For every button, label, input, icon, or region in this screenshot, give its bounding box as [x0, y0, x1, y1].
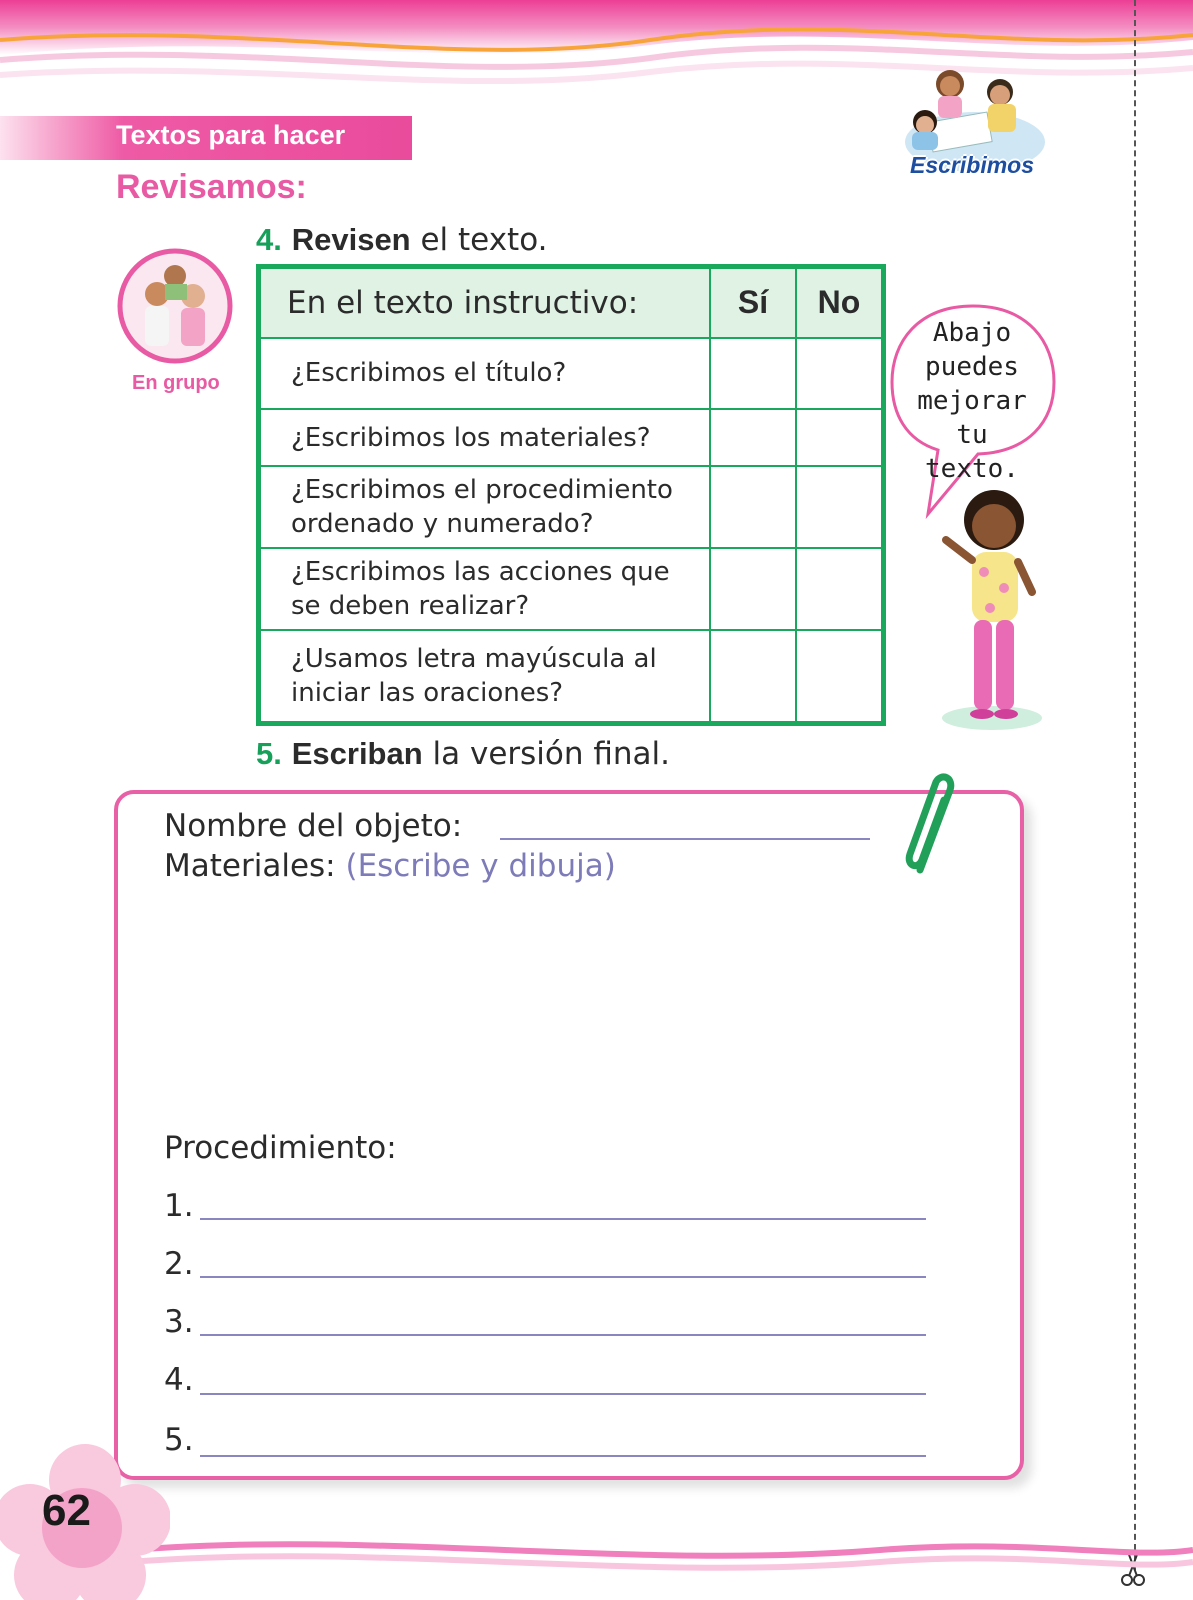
- object-name-label: Nombre del objeto:: [164, 808, 463, 844]
- question-line: ¿Usamos letra mayúscula al: [291, 643, 657, 674]
- page-number: 62: [42, 1486, 91, 1535]
- girl-character-illustration: [932, 480, 1062, 740]
- checklist-question: [260, 338, 710, 410]
- no-checkbox-cell[interactable]: [796, 548, 882, 630]
- object-name-input-line[interactable]: [500, 838, 870, 840]
- yes-checkbox-cell[interactable]: [710, 409, 796, 466]
- step-number: 1.: [164, 1188, 194, 1224]
- question-line: ¿Escribimos los materiales?: [291, 422, 651, 453]
- question-line: ¿Escribimos el procedimiento: [291, 475, 673, 506]
- step-number: 4.: [164, 1362, 194, 1398]
- bottom-wave: [130, 1520, 1193, 1600]
- yes-checkbox-cell[interactable]: [710, 548, 796, 630]
- yes-checkbox-cell[interactable]: [710, 630, 796, 722]
- review-checklist-table: [256, 264, 886, 726]
- yes-checkbox-cell[interactable]: [710, 466, 796, 548]
- checklist-question: [260, 548, 710, 630]
- section-tab: [0, 116, 412, 160]
- checklist-header-row: [260, 268, 882, 338]
- checklist-row: [260, 466, 882, 548]
- instruction-verb: Escriban: [291, 736, 423, 771]
- instruction-5: [256, 736, 670, 772]
- materials-label: [164, 848, 616, 884]
- speech-bubble-text: [902, 316, 1042, 486]
- section-tab-label: Textos para hacer: [116, 120, 346, 150]
- group-work-icon: [117, 248, 233, 364]
- checklist-row: [260, 338, 882, 410]
- step-number: 5.: [164, 1422, 194, 1458]
- step-input-line[interactable]: [200, 1393, 926, 1395]
- no-checkbox-cell[interactable]: [796, 409, 882, 466]
- step-input-line[interactable]: [200, 1334, 926, 1336]
- question-line: ¿Escribimos el título?: [291, 358, 567, 389]
- no-checkbox-cell[interactable]: [796, 338, 882, 410]
- materials-label-text: Materiales:: [164, 848, 336, 884]
- instruction-text: la versión final.: [422, 736, 671, 772]
- no-checkbox-cell[interactable]: [796, 466, 882, 548]
- paperclip-icon: [898, 770, 968, 880]
- yes-checkbox-cell[interactable]: [710, 338, 796, 410]
- instruction-verb: Revisen: [291, 222, 411, 257]
- materials-hint: (Escribe y dibuja): [345, 848, 616, 884]
- corner-label: Escribimos: [910, 152, 1034, 178]
- instruction-number: 5.: [256, 736, 282, 771]
- no-column-header: No: [796, 268, 882, 338]
- instruction-text: el texto.: [410, 222, 548, 258]
- question-line: iniciar las oraciones?: [291, 677, 564, 708]
- step-input-line[interactable]: [200, 1455, 926, 1457]
- step-input-line[interactable]: [200, 1218, 926, 1220]
- question-line: ¿Escribimos las acciones que: [291, 557, 670, 588]
- procedure-label: Procedimiento:: [164, 1130, 397, 1166]
- step-number: 2.: [164, 1246, 194, 1282]
- checklist-question-header: En el texto instructivo:: [260, 268, 710, 338]
- cut-line: [1134, 0, 1136, 1570]
- instruction-4: [256, 222, 547, 258]
- section-heading: Revisamos:: [116, 168, 307, 206]
- checklist-row: [260, 630, 882, 722]
- question-line: ordenado y numerado?: [291, 509, 594, 540]
- bubble-line: Abajo: [932, 318, 1012, 348]
- bubble-line: mejorar: [917, 386, 1027, 416]
- checklist-row: [260, 548, 882, 630]
- checklist-row: [260, 409, 882, 466]
- step-number: 3.: [164, 1304, 194, 1340]
- checklist-question: [260, 630, 710, 722]
- group-badge-label: En grupo: [132, 372, 220, 394]
- bubble-line: tu texto.: [925, 420, 1019, 484]
- yes-column-header: Sí: [710, 268, 796, 338]
- bubble-line: puedes: [925, 352, 1019, 382]
- step-input-line[interactable]: [200, 1276, 926, 1278]
- checklist-question: [260, 409, 710, 466]
- checklist-question: [260, 466, 710, 548]
- no-checkbox-cell[interactable]: [796, 630, 882, 722]
- question-line: se deben realizar?: [291, 591, 530, 622]
- instruction-number: 4.: [256, 222, 282, 257]
